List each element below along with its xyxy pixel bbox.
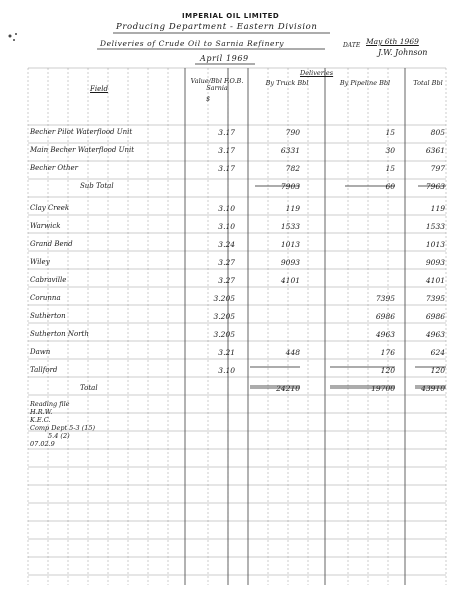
row-pipeline: 15 [385,164,395,173]
row-total: 4963 [425,330,445,339]
row-pipeline: 4963 [375,330,395,339]
row-pipeline: 6986 [375,312,395,321]
header-by-pipeline: By Pipeline Bbl [339,79,391,87]
subject-title: Deliveries of Crude Oil to Sarnia Refinery [100,39,285,48]
row-field: Clay Creek [30,204,70,212]
note-line: 5.4 (2) [48,432,70,440]
row-total: 1013 [425,240,445,249]
row-total: 6986 [425,312,445,321]
row-truck: 119 [285,204,300,213]
row-total: 624 [430,348,445,357]
row-field: Becher Other [30,164,78,172]
row-truck: 1013 [280,240,300,249]
note-line: K.E.C. [30,416,51,424]
row-value: 3.21 [218,348,235,357]
row-field: Sutherton [30,312,66,320]
header-total: Total Bbl [413,79,443,87]
date-value: May 6th 1969 [366,37,419,46]
header-value: Value/Bbl F.O.B. Sarnia [190,77,244,92]
note-line: Reading file [30,400,70,408]
period: April 1969 [200,54,249,63]
row-value: 3.205 [213,330,235,339]
row-total: 119 [430,204,445,213]
row-field: Tallford [30,366,58,374]
row-field: Becher Pilot Waterflood Unit [30,128,133,136]
date-label: DATE [343,42,361,49]
department-title: Producing Department - Eastern Division [116,22,318,32]
row-value: 3.27 [218,258,235,267]
row-total: 1533 [425,222,445,231]
row-pipeline: 15 [385,128,395,137]
row-value: 3.10 [218,366,235,375]
row-truck: 782 [285,164,300,173]
row-total: 7963 [425,182,445,191]
row-pipeline: 7395 [375,294,395,303]
row-field: Total [80,384,98,392]
note-line: H.R.W. [30,408,53,416]
row-pipeline: 60 [385,182,395,191]
row-total: 7395 [425,294,445,303]
row-pipeline: 120 [380,366,395,375]
row-field: Main Becher Waterflood Unit [30,146,135,154]
row-truck: 448 [285,348,300,357]
row-field: Cabraville [30,276,67,284]
row-truck: 7903 [280,182,300,191]
row-field: Sub Total [80,182,114,190]
row-field: Warwick [30,222,61,230]
row-value: 3.17 [218,146,235,155]
row-value: 3.10 [218,222,235,231]
row-value: 3.205 [213,294,235,303]
row-total: 9093 [425,258,445,267]
row-total: 43910 [421,384,445,393]
row-pipeline: 30 [385,146,395,155]
row-pipeline: 176 [380,348,395,357]
row-truck: 4101 [280,276,300,285]
row-value: 3.10 [218,204,235,213]
row-field: Sutherton North [30,330,89,338]
row-pipeline: 19700 [371,384,395,393]
signature: J.W. Johnson [378,48,428,57]
row-value: 3.17 [218,164,235,173]
row-total: 4101 [425,276,445,285]
row-total: 120 [430,366,445,375]
row-truck: 24210 [276,384,300,393]
row-total: 6361 [425,146,445,155]
row-total: 805 [430,128,445,137]
header-field: Field [90,85,108,93]
header-by-truck: By Truck Bbl [265,79,309,87]
header-value-unit: $ [206,95,211,103]
row-field: Wiley [30,258,50,266]
row-truck: 9093 [280,258,300,267]
row-value: 3.205 [213,312,235,321]
row-field: Grand Bend [30,240,73,248]
note-line: 07.02.9 [30,440,55,448]
header-deliveries: Deliveries [300,69,334,77]
note-line: Comp Dept 5-3 (15) [30,424,96,432]
row-truck: 6331 [280,146,300,155]
company-name: IMPERIAL OIL LIMITED [182,12,280,20]
row-field: Corunna [30,294,61,302]
row-value: 3.24 [218,240,235,249]
row-truck: 1533 [280,222,300,231]
row-value: 3.27 [218,276,235,285]
row-value: 3.17 [218,128,235,137]
distribution-notes [30,400,95,448]
row-total: 797 [430,164,445,173]
row-truck: 790 [285,128,300,137]
row-field: Dawn [30,348,51,356]
